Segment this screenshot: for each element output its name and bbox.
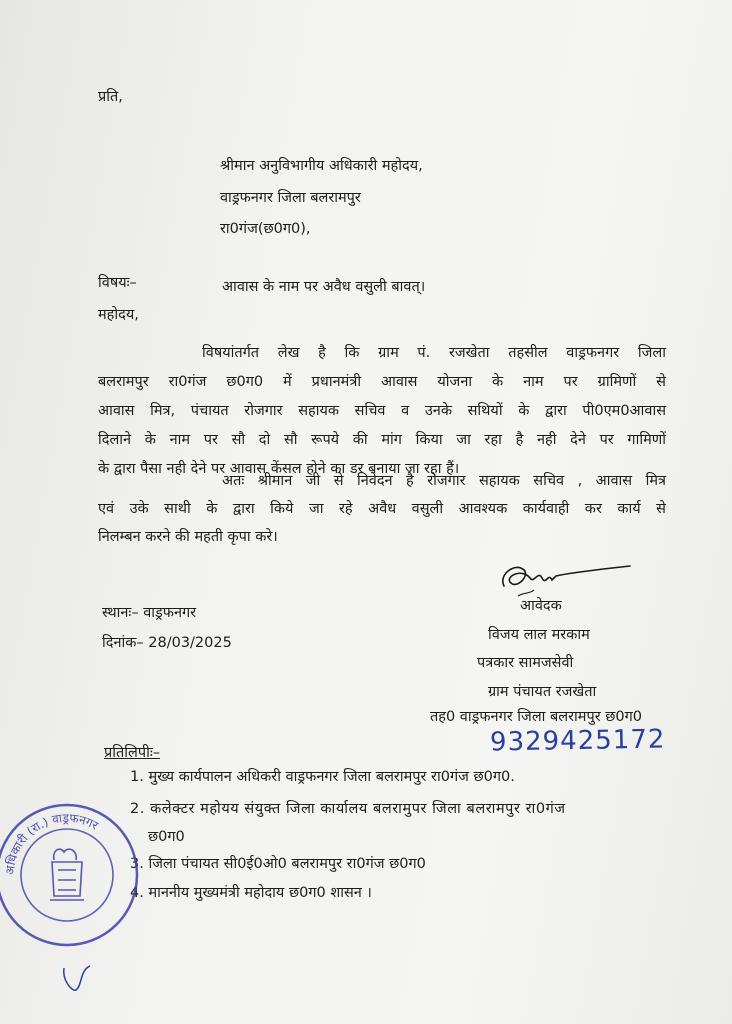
applicant-village: ग्राम पंचायत रजखेता [488,684,597,700]
body-line: अतः श्रीमान जी से निवेदन है रोजगार सहायक सचिव , आवास मित्र [222,473,666,489]
stamp-text: अधिकारी (रा.) वाड्रफनगर [2,810,101,876]
applicant-role: पत्रकार सामजसेवी [477,655,574,671]
body-line: आवास मित्र, पंचायत रोजगार सहायक सचिव व उनके सथियों के द्वारा पी0एम0आवास [98,403,666,419]
body-line: बलरामपुर रा0गंज छ0ग0 में प्रधानमंत्री आवास योजना के नाम पर ग्रामिणों से [98,374,666,390]
recipient-line3: रा0गंज(छ0ग0), [220,221,311,237]
copy-item: 4. माननीय मुख्यमंत्री महोदाय छ0ग0 शासन । [130,885,372,901]
body-line: दिलाने के नाम पर सौ दो सौ रूपये की मांग किया जा रहा है नही देने पर गामिणों [98,432,666,448]
subject-text: आवास के नाम पर अवैध वसुली बावत्। [222,279,426,295]
body-line: एवं उके साथी के द्वारा किये जा रहे अवैध वसुली आवश्यक कार्यवाही कर कार्य से [98,501,666,517]
copy-item: 2. कलेक्टर महोयय संयुक्त जिला कार्यालय बलरामुपर जिला बलरामपुर रा0गंज [130,801,566,817]
copy-item: 1. मुख्य कार्यपालन अधिकरी वाड्रफनगर जिला बलरामपुर रा0गंज छ0ग0. [130,769,515,785]
place: स्थानः– वाड्रफनगर [102,605,197,621]
official-seal-stamp [0,800,142,950]
body-line: के द्वारा पैसा नही देने पर आवास केंसल होने का डर बनाया जा रहा हैं। [98,461,460,477]
applicant-signature [494,556,634,604]
emblem-icon [50,849,84,900]
body-paragraph-1 [98,339,666,484]
copy-item: 3. जिला पंचायत सी0ई0ओ0 बलरामपुर रा0गंज छ0ग0 [130,856,426,872]
salutation-to: प्रति, [98,89,123,105]
handwritten-phone: 9329425172 [489,724,666,758]
greeting: महोदय, [98,307,139,323]
recipient-line2: वाड्रफनगर जिला बलरामपुर [220,190,361,206]
body-paragraph-2 [98,467,666,551]
pen-mark-icon [58,960,98,1000]
recipient-line1: श्रीमान अनुविभागीय अधिकारी महोदय, [220,158,423,174]
applicant-name: विजय लाल मरकाम [488,627,590,643]
copies-label: प्रतिलिपीः– [104,745,161,761]
date: दिनांक– 28/03/2025 [102,635,232,651]
applicant-address: तह0 वाड्रफनगर जिला बलरामपुर छ0ग0 [430,709,643,725]
body-line: निलम्बन करने की महती कृपा करे। [98,529,278,545]
body-line: विषयांतर्गत लेख है कि ग्राम पं. रजखेता तहसील वाड्रफनगर जिला [202,345,666,361]
subject-label: विषयः– [98,275,137,291]
applicant-label: आवेदक [520,598,562,614]
copy-item: छ0ग0 [148,829,185,845]
